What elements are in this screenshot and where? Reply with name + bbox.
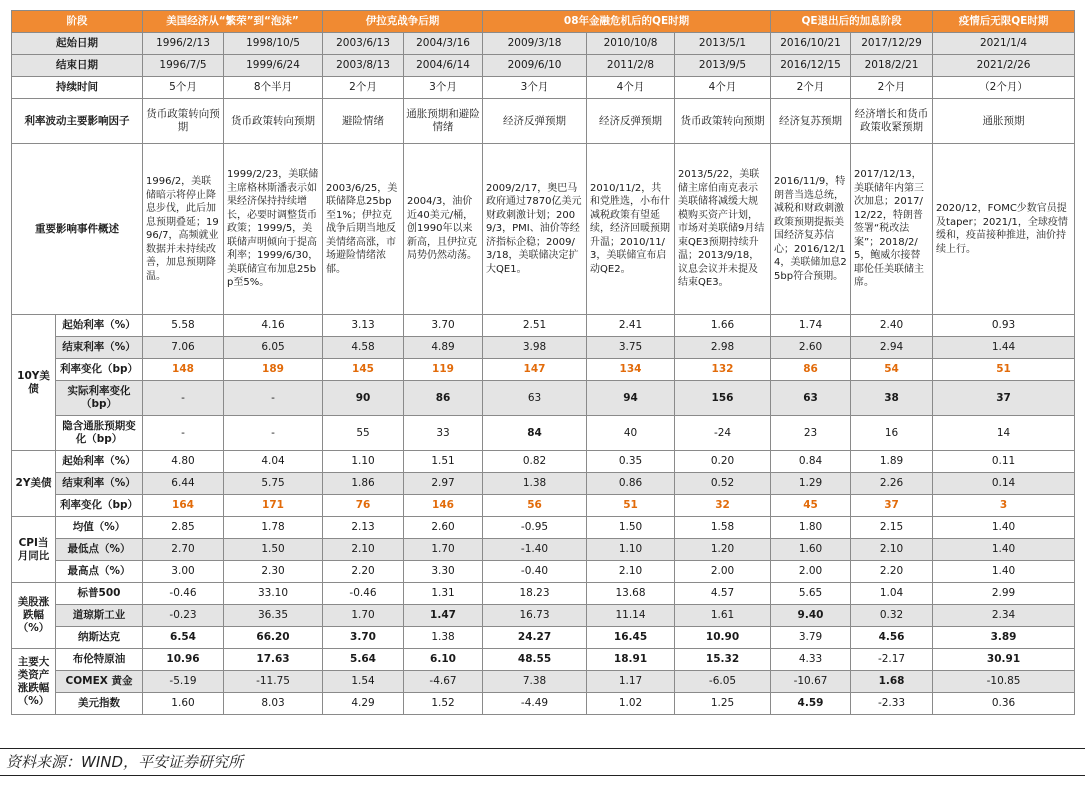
- value-cell: 1.66: [675, 315, 771, 337]
- value-cell: 146: [404, 495, 483, 517]
- value-cell: 4.58: [323, 337, 404, 359]
- value-cell: 2.10: [587, 561, 675, 583]
- cell: 经济增长和货币政策收紧预期: [851, 99, 933, 144]
- value-cell: 84: [483, 416, 587, 451]
- footer-rule-bottom: [0, 775, 1085, 776]
- cell: 2018/2/21: [851, 55, 933, 77]
- value-cell: 4.89: [404, 337, 483, 359]
- value-cell: 63: [483, 381, 587, 416]
- value-cell: 1.25: [675, 693, 771, 715]
- value-cell: 15.32: [675, 649, 771, 671]
- row-events: [12, 144, 1075, 315]
- value-cell: -: [224, 416, 323, 451]
- row-assets-brent: [12, 649, 1075, 671]
- value-cell: 16.45: [587, 627, 675, 649]
- value-cell: 4.29: [323, 693, 404, 715]
- phase-pandemic-qe: 疫情后无限QE时期: [933, 11, 1075, 33]
- value-cell: 86: [771, 359, 851, 381]
- cell: 避险情绪: [323, 99, 404, 144]
- value-cell: 148: [143, 359, 224, 381]
- value-cell: 145: [323, 359, 404, 381]
- cell: 1996/2，美联储暗示将停止降息步伐，此后加息预期叠延；1996/7，高频就业数据并未持续改善，加息预期降温。: [143, 144, 224, 315]
- cell: 2003/8/13: [323, 55, 404, 77]
- cell: 2016/10/21: [771, 33, 851, 55]
- value-cell: 1.60: [771, 539, 851, 561]
- value-cell: 23: [771, 416, 851, 451]
- cell: 2009/6/10: [483, 55, 587, 77]
- value-cell: 30.91: [933, 649, 1075, 671]
- value-cell: 1.10: [587, 539, 675, 561]
- row-assets-dxy: [12, 693, 1075, 715]
- value-cell: 2.51: [483, 315, 587, 337]
- cell: 2003/6/25，美联储降息25bp至1%；伊拉克战争后期当地反美情绪高涨，市场避险情绪浓郁。: [323, 144, 404, 315]
- row-us2y-chg: [12, 495, 1075, 517]
- value-cell: 48.55: [483, 649, 587, 671]
- row-label: 重要影响事件概述: [12, 144, 143, 315]
- value-cell: 6.54: [143, 627, 224, 649]
- value-cell: -4.67: [404, 671, 483, 693]
- row-assets-gold: [12, 671, 1075, 693]
- value-cell: 147: [483, 359, 587, 381]
- value-cell: 38: [851, 381, 933, 416]
- value-cell: 0.11: [933, 451, 1075, 473]
- row-label: 结束日期: [12, 55, 143, 77]
- value-cell: -1.40: [483, 539, 587, 561]
- metric-label: 结束利率（%）: [56, 337, 143, 359]
- value-cell: 0.32: [851, 605, 933, 627]
- value-cell: 1.40: [933, 561, 1075, 583]
- row-us2y-start: [12, 451, 1075, 473]
- value-cell: -0.46: [323, 583, 404, 605]
- phase-boom-bubble: 美国经济从“繁荣”到“泡沫”: [143, 11, 323, 33]
- value-cell: 2.00: [675, 561, 771, 583]
- value-cell: 14: [933, 416, 1075, 451]
- value-cell: -11.75: [224, 671, 323, 693]
- row-us10y-infl: [12, 416, 1075, 451]
- cell: 2009/2/17，奥巴马政府通过7870亿美元财政刺激计划；2009/3，PMI、油价等经济指标企稳；2009/3/18，美联储决定扩大QE1。: [483, 144, 587, 315]
- value-cell: 134: [587, 359, 675, 381]
- value-cell: 1.61: [675, 605, 771, 627]
- metric-label: 起始利率（%）: [56, 451, 143, 473]
- value-cell: 37: [851, 495, 933, 517]
- value-cell: 0.84: [771, 451, 851, 473]
- value-cell: 2.13: [323, 517, 404, 539]
- value-cell: 2.10: [851, 539, 933, 561]
- value-cell: 1.70: [323, 605, 404, 627]
- value-cell: 5.75: [224, 473, 323, 495]
- cell: 3个月: [404, 77, 483, 99]
- cell: 2004/6/14: [404, 55, 483, 77]
- value-cell: 63: [771, 381, 851, 416]
- metric-label: 纳斯达克: [56, 627, 143, 649]
- value-cell: 164: [143, 495, 224, 517]
- metric-label: 利率变化（bp）: [56, 359, 143, 381]
- value-cell: 1.50: [224, 539, 323, 561]
- value-cell: 2.41: [587, 315, 675, 337]
- value-cell: 1.50: [587, 517, 675, 539]
- cell: 2016/11/9，特朗普当选总统，减税和财政刺激政策预期提振美国经济复苏信心；2016/12/14，美联储加息25bp符合预期。: [771, 144, 851, 315]
- value-cell: 18.91: [587, 649, 675, 671]
- value-cell: 1.86: [323, 473, 404, 495]
- value-cell: 0.20: [675, 451, 771, 473]
- value-cell: 4.04: [224, 451, 323, 473]
- value-cell: 4.56: [851, 627, 933, 649]
- cell: 1998/10/5: [224, 33, 323, 55]
- value-cell: 33: [404, 416, 483, 451]
- metric-label: 均值（%）: [56, 517, 143, 539]
- value-cell: -: [224, 381, 323, 416]
- value-cell: 4.80: [143, 451, 224, 473]
- value-cell: 36.35: [224, 605, 323, 627]
- value-cell: 9.40: [771, 605, 851, 627]
- value-cell: -6.05: [675, 671, 771, 693]
- value-cell: 0.14: [933, 473, 1075, 495]
- value-cell: 171: [224, 495, 323, 517]
- cell: 经济反弹预期: [483, 99, 587, 144]
- row-factors: [12, 99, 1075, 144]
- value-cell: 1.74: [771, 315, 851, 337]
- value-cell: 1.54: [323, 671, 404, 693]
- value-cell: 119: [404, 359, 483, 381]
- value-cell: 1.68: [851, 671, 933, 693]
- cell: 1999/6/24: [224, 55, 323, 77]
- value-cell: 2.99: [933, 583, 1075, 605]
- value-cell: -: [143, 416, 224, 451]
- row-equity-nasdaq: [12, 627, 1075, 649]
- value-cell: 1.29: [771, 473, 851, 495]
- cell: 2017/12/29: [851, 33, 933, 55]
- row-end-date: [12, 55, 1075, 77]
- value-cell: 6.10: [404, 649, 483, 671]
- metric-label: 隐含通胀预期变化（bp）: [56, 416, 143, 451]
- group-label-us2y: 2Y美债: [12, 451, 56, 517]
- value-cell: 10.90: [675, 627, 771, 649]
- value-cell: 5.64: [323, 649, 404, 671]
- cell: 货币政策转向预期: [224, 99, 323, 144]
- cell: 3个月: [483, 77, 587, 99]
- value-cell: 1.40: [933, 539, 1075, 561]
- row-start-date: [12, 33, 1075, 55]
- cell: 2011/2/8: [587, 55, 675, 77]
- value-cell: 33.10: [224, 583, 323, 605]
- row-cpi-avg: [12, 517, 1075, 539]
- value-cell: 2.15: [851, 517, 933, 539]
- cell: 经济复苏预期: [771, 99, 851, 144]
- cell: 2010/10/8: [587, 33, 675, 55]
- value-cell: 189: [224, 359, 323, 381]
- cell: 2010/11/2，共和党胜选，小布什减税政策有望延续，经济回暖预期升温；2010/11/3，美联储宣布启动QE2。: [587, 144, 675, 315]
- cell: 2个月: [851, 77, 933, 99]
- value-cell: 56: [483, 495, 587, 517]
- value-cell: 2.98: [675, 337, 771, 359]
- cell: 通胀预期和避险情绪: [404, 99, 483, 144]
- value-cell: 2.26: [851, 473, 933, 495]
- value-cell: 66.20: [224, 627, 323, 649]
- value-cell: 94: [587, 381, 675, 416]
- group-label-assets: 主要大类资产涨跌幅（%）: [12, 649, 56, 715]
- value-cell: 3.89: [933, 627, 1075, 649]
- value-cell: 3.00: [143, 561, 224, 583]
- value-cell: 1.47: [404, 605, 483, 627]
- metric-label: 道琼斯工业: [56, 605, 143, 627]
- value-cell: 3.70: [323, 627, 404, 649]
- metric-label: 起始利率（%）: [56, 315, 143, 337]
- cell: 2020/12，FOMC少数官员提及taper；2021/1，全球疫情缓和，疫苗接种推进，油价持续上行。: [933, 144, 1075, 315]
- value-cell: 11.14: [587, 605, 675, 627]
- value-cell: 4.16: [224, 315, 323, 337]
- value-cell: 7.38: [483, 671, 587, 693]
- row-duration: [12, 77, 1075, 99]
- value-cell: 2.60: [404, 517, 483, 539]
- value-cell: 1.31: [404, 583, 483, 605]
- phase-post-qe-hikes: QE退出后的加息阶段: [771, 11, 933, 33]
- cell: 8个半月: [224, 77, 323, 99]
- value-cell: 10.96: [143, 649, 224, 671]
- value-cell: -5.19: [143, 671, 224, 693]
- metric-label: 结束利率（%）: [56, 473, 143, 495]
- value-cell: 16.73: [483, 605, 587, 627]
- cell: 2013/9/5: [675, 55, 771, 77]
- value-cell: -2.17: [851, 649, 933, 671]
- cell: 通胀预期: [933, 99, 1075, 144]
- metric-label: 最高点（%）: [56, 561, 143, 583]
- value-cell: 7.06: [143, 337, 224, 359]
- value-cell: 1.20: [675, 539, 771, 561]
- row-label: 持续时间: [12, 77, 143, 99]
- value-cell: 18.23: [483, 583, 587, 605]
- value-cell: 2.94: [851, 337, 933, 359]
- value-cell: 0.36: [933, 693, 1075, 715]
- row-cpi-min: [12, 539, 1075, 561]
- value-cell: 1.38: [404, 627, 483, 649]
- value-cell: -0.23: [143, 605, 224, 627]
- row-us2y-end: [12, 473, 1075, 495]
- row-us10y-start: [12, 315, 1075, 337]
- value-cell: 1.80: [771, 517, 851, 539]
- cell: 1996/2/13: [143, 33, 224, 55]
- value-cell: 132: [675, 359, 771, 381]
- value-cell: 1.02: [587, 693, 675, 715]
- value-cell: 1.04: [851, 583, 933, 605]
- cell: 2021/1/4: [933, 33, 1075, 55]
- phase-iraq-war: 伊拉克战争后期: [323, 11, 483, 33]
- value-cell: 6.44: [143, 473, 224, 495]
- value-cell: 1.70: [404, 539, 483, 561]
- cell: 5个月: [143, 77, 224, 99]
- value-cell: 0.86: [587, 473, 675, 495]
- row-us10y-real: [12, 381, 1075, 416]
- value-cell: 2.70: [143, 539, 224, 561]
- value-cell: 2.10: [323, 539, 404, 561]
- value-cell: 76: [323, 495, 404, 517]
- value-cell: 3: [933, 495, 1075, 517]
- footer-rule-top: [0, 748, 1085, 749]
- value-cell: 1.60: [143, 693, 224, 715]
- cell: 1996/7/5: [143, 55, 224, 77]
- value-cell: 1.52: [404, 693, 483, 715]
- value-cell: 16: [851, 416, 933, 451]
- value-cell: 1.78: [224, 517, 323, 539]
- metric-label: 实际利率变化（bp）: [56, 381, 143, 416]
- value-cell: 45: [771, 495, 851, 517]
- value-cell: 3.70: [404, 315, 483, 337]
- cell: 2个月: [771, 77, 851, 99]
- value-cell: 3.98: [483, 337, 587, 359]
- value-cell: 1.58: [675, 517, 771, 539]
- metric-label: 最低点（%）: [56, 539, 143, 561]
- value-cell: 2.85: [143, 517, 224, 539]
- value-cell: 5.65: [771, 583, 851, 605]
- value-cell: -4.49: [483, 693, 587, 715]
- value-cell: 54: [851, 359, 933, 381]
- cell: 1999/2/23，美联储主席格林斯潘表示如果经济保持持续增长，必要时调整货币政策；1999/5，美联储声明倾向于提高利率；1999/6/30，美联储宣布加息25bp至5%。: [224, 144, 323, 315]
- value-cell: 0.82: [483, 451, 587, 473]
- metric-label: 利率变化（bp）: [56, 495, 143, 517]
- cell: 2021/2/26: [933, 55, 1075, 77]
- value-cell: 13.68: [587, 583, 675, 605]
- cell: 4个月: [675, 77, 771, 99]
- value-cell: 6.05: [224, 337, 323, 359]
- value-cell: 2.20: [323, 561, 404, 583]
- value-cell: 17.63: [224, 649, 323, 671]
- value-cell: 2.30: [224, 561, 323, 583]
- source-note: 资料来源：WIND，平安证券研究所: [6, 753, 244, 771]
- value-cell: 1.17: [587, 671, 675, 693]
- cell: 2017/12/13，美联储年内第三次加息；2017/12/22，特朗普签署“税改法案”；2018/2/5，鲍威尔接替耶伦任美联储主席。: [851, 144, 933, 315]
- value-cell: 8.03: [224, 693, 323, 715]
- cell: 2009/3/18: [483, 33, 587, 55]
- value-cell: -0.46: [143, 583, 224, 605]
- value-cell: 4.57: [675, 583, 771, 605]
- metric-label: COMEX 黄金: [56, 671, 143, 693]
- cell: 货币政策转向预期: [143, 99, 224, 144]
- cell: （2个月）: [933, 77, 1075, 99]
- value-cell: 40: [587, 416, 675, 451]
- value-cell: 0.35: [587, 451, 675, 473]
- value-cell: -: [143, 381, 224, 416]
- value-cell: 3.30: [404, 561, 483, 583]
- value-cell: 2.20: [851, 561, 933, 583]
- value-cell: 4.59: [771, 693, 851, 715]
- value-cell: 0.52: [675, 473, 771, 495]
- value-cell: 3.79: [771, 627, 851, 649]
- row-label: 利率波动主要影响因子: [12, 99, 143, 144]
- phase-header-row: [12, 11, 1075, 33]
- value-cell: -10.85: [933, 671, 1075, 693]
- value-cell: 1.89: [851, 451, 933, 473]
- group-label-us10y: 10Y美债: [12, 315, 56, 451]
- value-cell: 3.75: [587, 337, 675, 359]
- rate-cycle-table: [11, 10, 1075, 715]
- cell: 2013/5/1: [675, 33, 771, 55]
- cell: 2016/12/15: [771, 55, 851, 77]
- cell: 4个月: [587, 77, 675, 99]
- row-label: 起始日期: [12, 33, 143, 55]
- group-label-equity: 美股涨跌幅（%）: [12, 583, 56, 649]
- phase-post-2008-qe: 08年金融危机后的QE时期: [483, 11, 771, 33]
- value-cell: 1.10: [323, 451, 404, 473]
- value-cell: 2.60: [771, 337, 851, 359]
- value-cell: 5.58: [143, 315, 224, 337]
- value-cell: 2.40: [851, 315, 933, 337]
- row-us10y-chg: [12, 359, 1075, 381]
- value-cell: 55: [323, 416, 404, 451]
- value-cell: -2.33: [851, 693, 933, 715]
- cell: 货币政策转向预期: [675, 99, 771, 144]
- value-cell: 90: [323, 381, 404, 416]
- value-cell: 24.27: [483, 627, 587, 649]
- value-cell: 51: [933, 359, 1075, 381]
- value-cell: 1.40: [933, 517, 1075, 539]
- metric-label: 布伦特原油: [56, 649, 143, 671]
- cell: 2013/5/22，美联储主席伯南克表示美联储将减缓大规模购买资产计划，市场对美联储9月结束QE3预期持续升温；2013/9/18，议息会议并未提及结束QE3。: [675, 144, 771, 315]
- cell: 2004/3/16: [404, 33, 483, 55]
- value-cell: 2.97: [404, 473, 483, 495]
- row-cpi-max: [12, 561, 1075, 583]
- value-cell: 156: [675, 381, 771, 416]
- cell: 经济反弹预期: [587, 99, 675, 144]
- value-cell: 1.51: [404, 451, 483, 473]
- value-cell: -10.67: [771, 671, 851, 693]
- metric-label: 标普500: [56, 583, 143, 605]
- metric-label: 美元指数: [56, 693, 143, 715]
- value-cell: -0.95: [483, 517, 587, 539]
- value-cell: 3.13: [323, 315, 404, 337]
- value-cell: 37: [933, 381, 1075, 416]
- cell: 2003/6/13: [323, 33, 404, 55]
- value-cell: 2.34: [933, 605, 1075, 627]
- value-cell: 32: [675, 495, 771, 517]
- value-cell: 0.93: [933, 315, 1075, 337]
- phase-corner-label: 阶段: [12, 11, 143, 33]
- row-equity-dow: [12, 605, 1075, 627]
- value-cell: -24: [675, 416, 771, 451]
- value-cell: -0.40: [483, 561, 587, 583]
- value-cell: 4.33: [771, 649, 851, 671]
- value-cell: 1.38: [483, 473, 587, 495]
- value-cell: 2.00: [771, 561, 851, 583]
- value-cell: 86: [404, 381, 483, 416]
- value-cell: 51: [587, 495, 675, 517]
- value-cell: 1.44: [933, 337, 1075, 359]
- row-equity-sp500: [12, 583, 1075, 605]
- group-label-cpi: CPI当月同比: [12, 517, 56, 583]
- cell: 2004/3，油价近40美元/桶，创1990年以来新高，且伊拉克局势仍然动荡。: [404, 144, 483, 315]
- cell: 2个月: [323, 77, 404, 99]
- row-us10y-end: [12, 337, 1075, 359]
